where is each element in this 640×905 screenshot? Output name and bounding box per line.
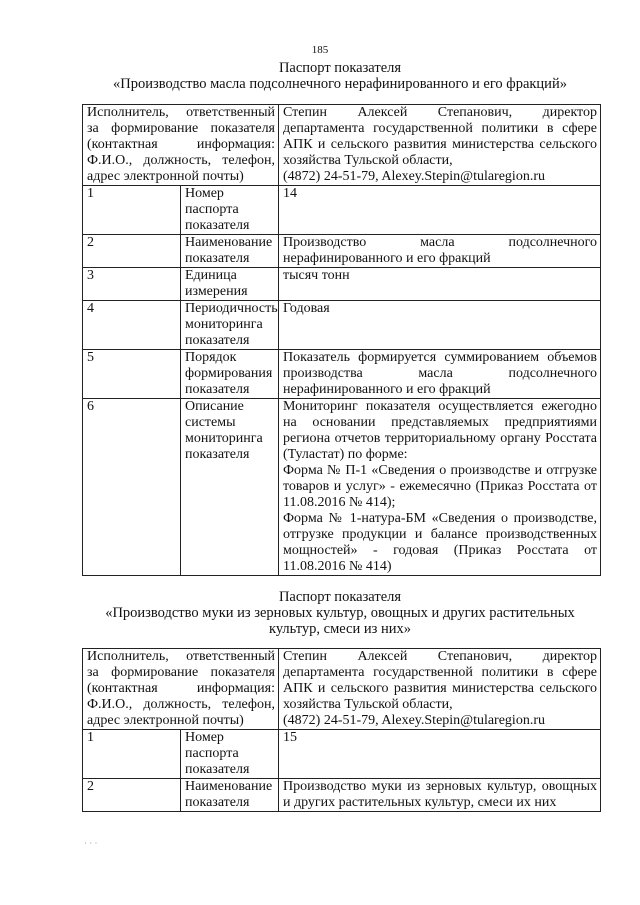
monitoring-description — [279, 399, 601, 576]
passport-1-title: «Производство масла подсолнечного нерафинированного и его фракций» — [113, 76, 567, 92]
passport-1-table — [82, 104, 601, 576]
passport-2-title-line-2: культур, смеси из них» — [268, 621, 411, 637]
performer-label: Исполнитель, ответственный за формирование показателя (контактная информация: Ф.И.О., должность, телефон, адрес электронной почты) — [83, 105, 279, 186]
monitoring-row — [83, 399, 601, 576]
row-number: 6 — [83, 399, 181, 576]
row-value: 14 — [279, 186, 601, 235]
performer-value — [279, 649, 601, 730]
passport-2-title-line-1: «Производство муки из зерновых культур, овощных и других растительных — [105, 605, 575, 621]
row-label: Порядок формирования показателя — [181, 350, 279, 399]
passport-2-title-block — [80, 589, 600, 637]
row-value: тысяч тонн — [279, 268, 601, 301]
row-number: 2 — [83, 235, 181, 268]
row-number: 5 — [83, 350, 181, 399]
row-label: Описание системы мониторинга показателя — [181, 399, 279, 576]
monitoring-form-p1: Форма № П-1 «Сведения о производстве и отгрузке товаров и услуг» - ежемесячно (Приказ Росстата от 11.08.2016 № 414); — [283, 463, 597, 510]
performer-name: Степин Алексей Степанович, директор департамента государственной политики в сфере АПК и сельского развития министерства сельского хозяйства Тульской области, — [283, 649, 597, 712]
row-label: Наименование показателя — [181, 235, 279, 268]
performer-contact: (4872) 24-51-79, Alexey.Stepin@tularegion.ru — [283, 713, 545, 728]
table-row — [83, 186, 601, 235]
row-number: 2 — [83, 779, 181, 812]
passport-2-heading: Паспорт показателя — [278, 589, 402, 605]
performer-name: Степин Алексей Степанович, директор департамента государственной политики в сфере АПК и сельского развития министерства сельского хозяйства Тульской области, — [283, 105, 597, 168]
performer-row — [83, 105, 601, 186]
table-row — [83, 730, 601, 779]
performer-label: Исполнитель, ответственный за формирование показателя (контактная информация: Ф.И.О., должность, телефон, адрес электронной почты) — [83, 649, 279, 730]
passport-1-heading: Паспорт показателя — [278, 60, 402, 76]
row-number: 4 — [83, 301, 181, 350]
page-number: 185 — [311, 44, 329, 56]
table-row — [83, 350, 601, 399]
table-row — [83, 301, 601, 350]
table-row — [83, 235, 601, 268]
passport-1-title-block — [80, 60, 600, 92]
monitoring-form-1-natura: Форма № 1-натура-БМ «Сведения о производстве, отгрузке продукции и балансе производственных мощностей» - годовая (Приказ Росстата от 11.08.2016 № 414) — [283, 511, 597, 574]
row-number: 1 — [83, 730, 181, 779]
row-label: Номер паспорта показателя — [181, 186, 279, 235]
table-row — [83, 779, 601, 812]
table-row — [83, 268, 601, 301]
row-value: Производство муки из зерновых культур, овощных и других растительных культур, смеси их них — [279, 779, 601, 812]
footer-dots: · · · — [84, 838, 98, 848]
row-value: Показатель формируется суммированием объемов производства масла подсолнечного нерафинированного и его фракций — [279, 350, 601, 399]
passport-2-table — [82, 648, 601, 812]
performer-contact: (4872) 24-51-79, Alexey.Stepin@tularegion.ru — [283, 169, 545, 184]
row-label: Наименование показателя — [181, 779, 279, 812]
row-value: Производство масла подсолнечного нерафинированного и его фракций — [279, 235, 601, 268]
row-number: 3 — [83, 268, 181, 301]
row-value: 15 — [279, 730, 601, 779]
row-label: Единица измерения — [181, 268, 279, 301]
monitoring-paragraph: Мониторинг показателя осуществляется ежегодно на основании представляемых предприятиями региона отчетов территориальному органу Росстата (Туластат) по форме: — [283, 399, 597, 462]
performer-row — [83, 649, 601, 730]
row-label: Периодичность мониторинга показателя — [181, 301, 279, 350]
row-value: Годовая — [279, 301, 601, 350]
row-number: 1 — [83, 186, 181, 235]
row-label: Номер паспорта показателя — [181, 730, 279, 779]
performer-value — [279, 105, 601, 186]
